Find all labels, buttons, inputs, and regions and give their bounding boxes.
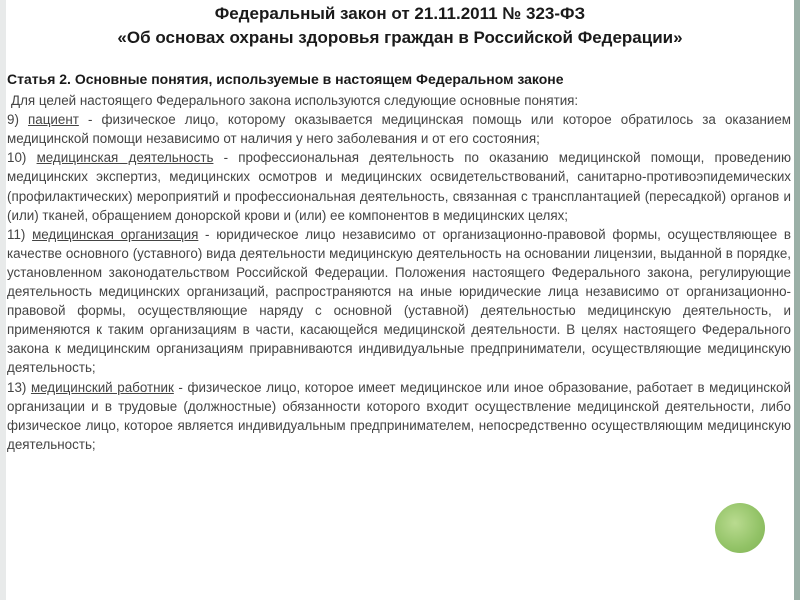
item-number: 9) — [7, 112, 19, 128]
item-definition: - юридическое лицо независимо от организационно-правовой формы, осуществляющее в качестве основного (уставного) вида деятельности медицинскую деятельность на основании лицензии, выданной в порядке, установленном законодательством Российской Федерации. Положения настоящего Федерального закона, регулирующие деятельность медицинских организаций, распространяются на иные юридические лица независимо от организационно-правовой формы, осуществляющие наряду с основной (уставной) деятельностью медицинскую деятельность, и применяются к таким организациям в части, касающейся медицинской деятельности. В целях настоящего Федерального закона к медицинским организациям приравниваются индивидуальные предприниматели, осуществляющие медицинскую деятельность; — [7, 226, 791, 376]
item-definition: - профессиональная деятельность по оказанию медицинской помощи, проведению медицинских экспертиз, медицинских осмотров и медицинских освидетельствований, санитарно-противоэпидемических (профилактических) мероприятий и профессиональная деятельность, связанная с трансплантацией (пересадкой) органов и (или) тканей, обращением донорской крови и (или) ее компонентов в медицинских целях; — [7, 150, 791, 223]
definition-item-medical-activity — [7, 148, 791, 224]
article-title: Статья 2. Основные понятия, используемые в настоящем Федеральном законе — [7, 71, 564, 87]
law-title-line1: Федеральный закон от 21.11.2011 № 323-ФЗ — [214, 4, 586, 23]
term-medical-worker: медицинский работник — [30, 379, 174, 395]
item-number: 10) — [7, 150, 27, 166]
item-definition: - физическое лицо, которое имеет медицинское или иное образование, работает в медицинской организации и в трудовые (должностные) обязанности которого входит осуществление медицинской деятельности, либо физическое лицо, которое является индивидуальным предпринимателем, непосредственно осуществляющим медицинскую деятельность; — [7, 379, 791, 452]
document-header — [0, 2, 800, 50]
definition-item-patient — [7, 110, 791, 148]
article-intro: Для целей настоящего Федерального закона используются следующие основные понятия: — [11, 93, 579, 109]
definition-item-medical-worker — [7, 378, 791, 454]
right-border-bar — [794, 0, 800, 600]
item-definition: - физическое лицо, которому оказывается медицинская помощь или которое обратилось за оказанием медицинской помощи независимо от наличия у него заболевания и от его состояния; — [7, 112, 791, 147]
term-patient: пациент — [28, 112, 79, 128]
law-title-line2: «Об основах охраны здоровья граждан в Российской Федерации» — [117, 28, 683, 47]
decorative-green-circle — [715, 503, 765, 553]
definition-item-medical-organization — [7, 225, 791, 378]
term-medical-activity: медицинская деятельность — [36, 150, 214, 166]
article-content — [7, 70, 791, 454]
item-number: 13) — [7, 379, 27, 395]
term-medical-organization: медицинская организация — [32, 226, 199, 242]
item-number: 11) — [7, 226, 26, 242]
left-border-bar — [0, 0, 6, 600]
